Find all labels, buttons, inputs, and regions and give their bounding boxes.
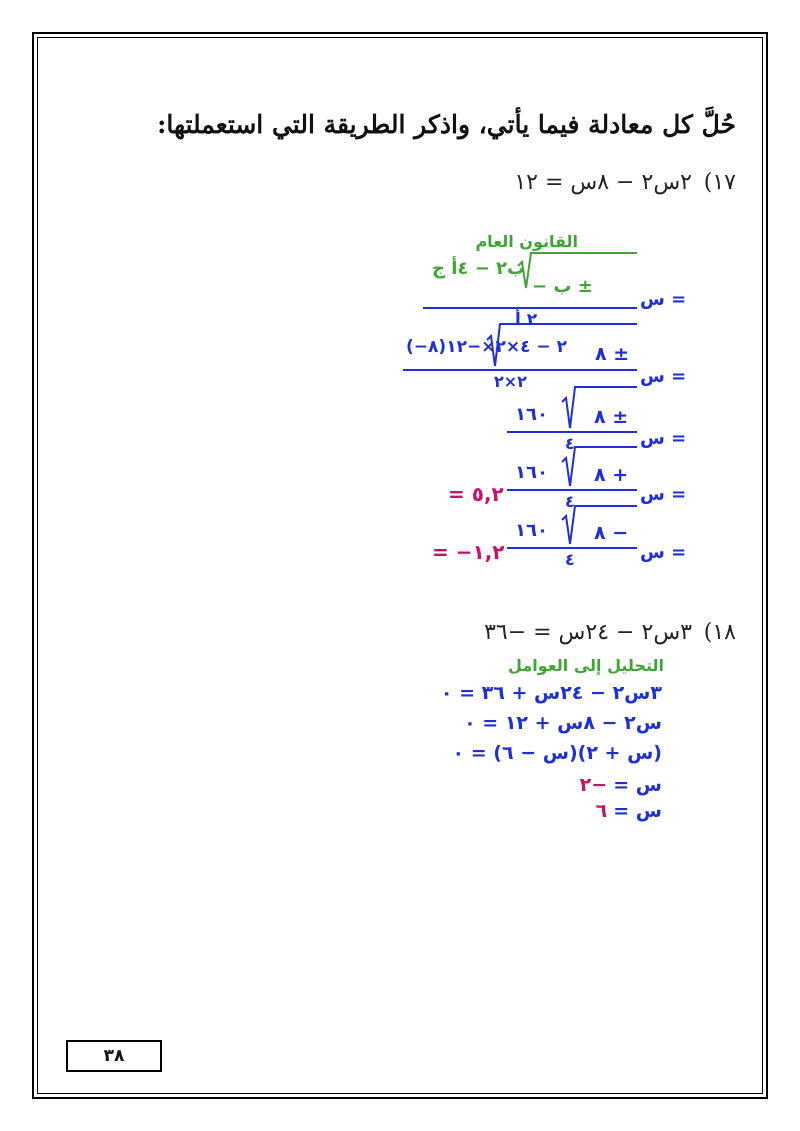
problem-17-equation: ٢س٢ − ٨س = ١٢: [514, 170, 692, 195]
step4-numer-left: ٨ −: [594, 522, 629, 544]
root-2: [596, 800, 662, 822]
root-1-lhs: س =: [613, 774, 662, 796]
step1-lhs: س =: [640, 366, 687, 387]
root-1-value: −٢: [579, 774, 608, 796]
page-number: ٣٨: [66, 1040, 162, 1072]
factoring-line-2: س٢ − ٨س + ١٢ = ٠: [464, 712, 662, 734]
step1-numer-left: ٨ ±: [595, 343, 630, 365]
formula-radicand: ب٢ − ٤أ ج: [432, 258, 526, 279]
step1-denominator: ٢×٢: [494, 372, 527, 391]
step2-numer-left: ٨ ±: [594, 406, 629, 428]
step4-lhs: س =: [640, 542, 687, 563]
step2-denominator: ٤: [565, 434, 575, 453]
factoring-line-1: ٣س٢ − ٢٤س + ٣٦ = ٠: [440, 682, 662, 704]
method-label-quadratic-formula: القانون العام: [475, 232, 578, 251]
step3-lhs: س =: [640, 484, 687, 505]
step3-numer-left: ٨ +: [594, 464, 629, 486]
formula-lhs: س =: [640, 289, 687, 310]
root-1: [580, 774, 662, 796]
step4-result: = −١,٢: [432, 540, 505, 564]
step2-lhs: س =: [640, 428, 687, 449]
problem-17-number: ١٧): [703, 170, 736, 195]
factoring-line-3: (س + ٢)(س − ٦) = ٠: [452, 742, 662, 764]
root-2-lhs: س =: [613, 800, 662, 822]
formula-sign: − ب ±: [532, 276, 593, 297]
root-2-value: ٦: [595, 800, 608, 822]
formula-denominator: ٢ أ: [515, 310, 538, 330]
step3-radicand: ١٦٠: [515, 462, 548, 483]
step1-radicand: (−٨)٢ − ٤×٢×−١٢: [406, 337, 567, 357]
step3-result: = ٥,٢: [448, 482, 504, 506]
method-label-factoring: التحليل إلى العوامل: [508, 656, 664, 675]
step3-denominator: ٤: [565, 492, 575, 511]
step4-denominator: ٤: [565, 550, 575, 569]
problem-18-equation: ٣س٢ − ٢٤س = −٣٦: [484, 620, 692, 645]
problem-18-number: ١٨): [703, 620, 736, 645]
step2-radicand: ١٦٠: [515, 404, 548, 425]
instruction-text: حُلَّ كل معادلة فيما يأتي، واذكر الطريقة التي استعملتها:: [157, 110, 736, 139]
step4-radicand: ١٦٠: [515, 520, 548, 541]
